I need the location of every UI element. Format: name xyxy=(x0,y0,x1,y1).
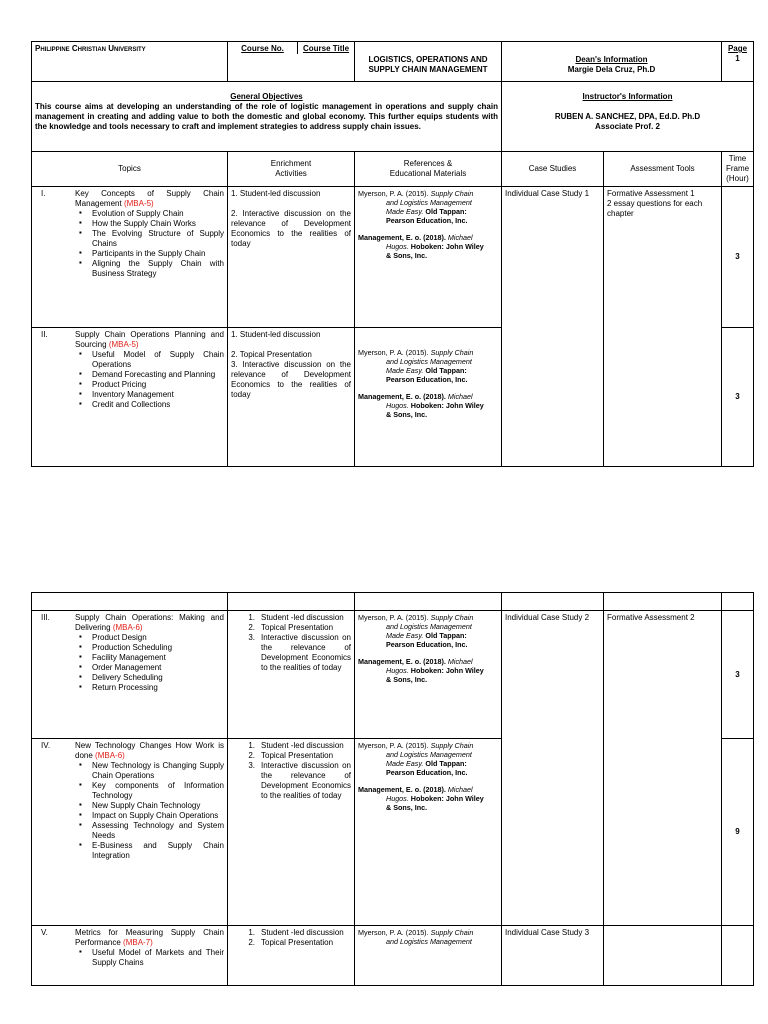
unit-5-hours xyxy=(722,926,754,986)
assessment-2: Formative Assessment 2 xyxy=(604,611,722,926)
unit-4-bullets xyxy=(79,761,224,861)
unit-3-bullets xyxy=(79,633,224,693)
case-study-3: Individual Case Study 3 xyxy=(502,926,604,986)
page-label: Page xyxy=(727,44,748,53)
col-enrichment: Enrichment Activities xyxy=(228,152,355,187)
page-number: 1 xyxy=(735,54,740,63)
syllabus-table-page-1 xyxy=(31,41,754,467)
unit-3-activities: 1. Student -led discussion 2. Topical Presentation 3. Interactive discussion on the relevance of Development Economics to the realities of today xyxy=(228,611,355,739)
unit-2-bullets xyxy=(79,350,224,410)
unit-3-hours: 3 xyxy=(722,611,754,739)
syllabus-table-page-2 xyxy=(31,592,754,986)
instructor-cell xyxy=(502,82,754,152)
assessment-3 xyxy=(604,926,722,986)
empty-cell xyxy=(32,593,228,611)
unit-5-topic: V. Metrics for Measuring Supply Chain Performance (MBA-7) ▪ Useful Model of Markets and Their Supply Chains xyxy=(32,926,228,986)
list-item: ▪ Participants in the Supply Chain xyxy=(79,249,224,259)
course-title-cell: LOGISTICS, OPERATIONS AND SUPPLY CHAIN MANAGEMENT xyxy=(355,42,502,82)
case-study-1: Individual Case Study 1 xyxy=(502,187,604,467)
list-item: ▪ New Technology is Changing Supply Chain Operations xyxy=(79,761,224,781)
dean-label: Dean's Information xyxy=(575,55,648,64)
course-no-label: Course No. xyxy=(228,42,298,54)
col-case-studies: Case Studies xyxy=(502,152,604,187)
unit-5-bullets xyxy=(79,948,224,968)
objectives-cell xyxy=(32,82,502,152)
objectives-text: This course aims at developing an understanding of the role of logistic management in operations and supply chain management in creating and adding value to both the domestic and global economy. This further equips students with the knowledge and tools necessary to craft and implement strategies to address supply chain issues. xyxy=(35,102,498,131)
objectives-label: General Objectives xyxy=(230,92,303,101)
unit-3-references: Myerson, P. A. (2015). Supply Chain and Logistics Management Made Easy. Old Tappan: Pearson Education, Inc. Management, E. o. (2018). Michael Hugos. Hoboken: John Wiley & Sons, Inc. xyxy=(355,611,502,739)
unit-3-topic: III. Supply Chain Operations: Making and Delivering (MBA-6) ▪ Product Design ▪ Production Scheduling ▪ Facility Management ▪ Order Management ▪ Delivery Scheduling ▪ Return Processing xyxy=(32,611,228,739)
list-item: ▪ Credit and Collections xyxy=(79,400,224,410)
empty-cell xyxy=(228,593,355,611)
list-item: ▪ Production Scheduling xyxy=(79,643,224,653)
list-item: ▪ New Supply Chain Technology xyxy=(79,801,224,811)
assessment-1: Formative Assessment 1 2 essay questions for each chapter xyxy=(604,187,722,467)
instructor-title: Associate Prof. 2 xyxy=(595,122,660,131)
list-item: ▪ Demand Forecasting and Planning xyxy=(79,370,224,380)
instructor-name: RUBEN A. SANCHEZ, DPA, Ed.D. Ph.D xyxy=(554,112,701,121)
list-item: ▪ Useful Model of Markets and Their Supply Chains xyxy=(79,948,224,968)
list-item: ▪ Return Processing xyxy=(79,683,224,693)
list-item: ▪ Assessing Technology and System Needs xyxy=(79,821,224,841)
unit-4-topic: IV. New Technology Changes How Work is done (MBA-6) ▪ New Technology is Changing Supply Chain Operations ▪ Key components of Information Technology ▪ New Supply Chain Technology ▪ Impact on Supply Chain Operations ▪ Assessing Technology and System Needs ▪ E-Business and Supply Chain Integration xyxy=(32,739,228,926)
empty-cell xyxy=(604,593,722,611)
list-item: ▪ Key components of Information Technology xyxy=(79,781,224,801)
unit-2-references: Myerson, P. A. (2015). Supply Chain and Logistics Management Made Easy. Old Tappan: Pearson Education, Inc. Management, E. o. (2018). Michael Hugos. Hoboken: John Wiley & Sons, Inc. xyxy=(355,328,502,467)
list-item: ▪ Aligning the Supply Chain with Business Strategy xyxy=(79,259,224,279)
unit-4-hours: 9 xyxy=(722,739,754,926)
list-item: ▪ Delivery Scheduling xyxy=(79,673,224,683)
empty-cell xyxy=(722,593,754,611)
list-item: ▪ Product Design xyxy=(79,633,224,643)
unit-4-activities: 1. Student -led discussion 2. Topical Presentation 3. Interactive discussion on the relevance of Development Economics to the realities of today xyxy=(228,739,355,926)
unit-4-references: Myerson, P. A. (2015). Supply Chain and Logistics Management Made Easy. Old Tappan: Pearson Education, Inc. Management, E. o. (2018). Michael Hugos. Hoboken: John Wiley & Sons, Inc. xyxy=(355,739,502,926)
list-item: ▪ Facility Management xyxy=(79,653,224,663)
list-item: ▪ How the Supply Chain Works xyxy=(79,219,224,229)
unit-2-topic: II. Supply Chain Operations Planning and Sourcing (MBA-5) ▪ Useful Model of Supply Chain Operations ▪ Demand Forecasting and Planning ▪ Product Pricing ▪ Inventory Management ▪ Credit and Collections xyxy=(32,328,228,467)
unit-1-references: Myerson, P. A. (2015). Supply Chain and Logistics Management Made Easy. Old Tappan: Pearson Education, Inc. Management, E. o. (2018). Michael Hugos. Hoboken: John Wiley & Sons, Inc. xyxy=(355,187,502,328)
list-item: ▪ Useful Model of Supply Chain Operations xyxy=(79,350,224,370)
list-item: ▪ Inventory Management xyxy=(79,390,224,400)
page-cell xyxy=(722,42,754,82)
course-title-label: Course Title xyxy=(302,44,350,53)
list-item: ▪ E-Business and Supply Chain Integration xyxy=(79,841,224,861)
unit-1-hours: 3 xyxy=(722,187,754,328)
list-item: ▪ Order Management xyxy=(79,663,224,673)
dean-info-cell xyxy=(502,42,722,82)
unit-2-activities: 1. Student-led discussion 2. Topical Presentation 3. Interactive discussion on the relevance of Development Economics to the realities of today xyxy=(228,328,355,467)
unit-5-activities: 1. Student -led discussion 2. Topical Presentation xyxy=(228,926,355,986)
instructor-label: Instructor's Information xyxy=(582,92,673,101)
list-item: ▪ Product Pricing xyxy=(79,380,224,390)
list-item: ▪ Evolution of Supply Chain xyxy=(79,209,224,219)
list-item: ▪ Impact on Supply Chain Operations xyxy=(79,811,224,821)
list-item: ▪ The Evolving Structure of Supply Chains xyxy=(79,229,224,249)
university-name: Philippine Christian University xyxy=(32,42,228,82)
col-time-frame: Time Frame (Hour) xyxy=(722,152,754,187)
col-assessment: Assessment Tools xyxy=(604,152,722,187)
dean-name: Margie Dela Cruz, Ph.D xyxy=(567,65,656,74)
empty-cell xyxy=(355,593,502,611)
col-references: References & Educational Materials xyxy=(355,152,502,187)
unit-1-activities: 1. Student-led discussion 2. Interactive discussion on the relevance of Development Economics to the realities of today xyxy=(228,187,355,328)
course-title-block xyxy=(298,42,354,54)
course-no-cell xyxy=(228,42,355,82)
unit-1-bullets xyxy=(79,209,224,279)
unit-2-hours: 3 xyxy=(722,328,754,467)
col-topics: Topics xyxy=(32,152,228,187)
unit-1-topic: I. Key Concepts of Supply Chain Management (MBA-5) ▪ Evolution of Supply Chain ▪ How the Supply Chain Works ▪ The Evolving Structure of Supply Chains ▪ Participants in the Supply Chain ▪ Aligning the Supply Chain with Business Strategy xyxy=(32,187,228,328)
empty-cell xyxy=(502,593,604,611)
case-study-2: Individual Case Study 2 xyxy=(502,611,604,926)
unit-5-references: Myerson, P. A. (2015). Supply Chain and Logistics Management xyxy=(355,926,502,986)
